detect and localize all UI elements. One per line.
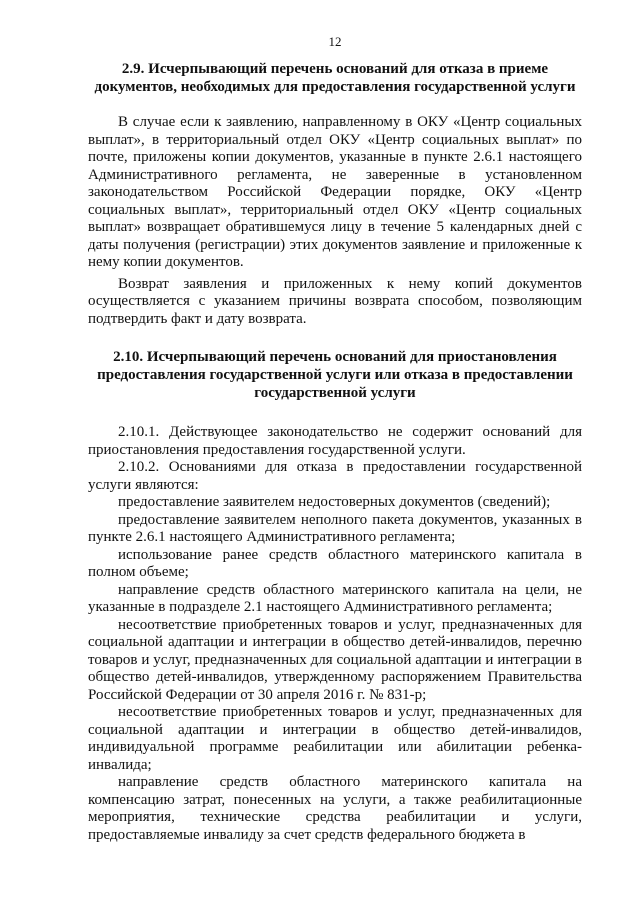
refusal-ground-item: несоответствие приобретенных товаров и услуг, предназначенных для социальной адаптации и интеграции в общество детей-инвалидов, индивидуальной программе реабилитации или абилитации ребенка-инвалида;: [88, 704, 582, 773]
section-2-10-paragraph: 2.10.2. Основаниями для отказа в предоставлении государственной услуги являются:: [88, 459, 582, 493]
section-2-10-heading: 2.10. Исчерпывающий перечень оснований для приостановления предоставления государственной услуги или отказа в предоставлении государственной услуги: [97, 349, 573, 401]
section-2-10-paragraph: 2.10.1. Действующее законодательство не содержит оснований для приостановления предоставления государственной услуги.: [88, 424, 582, 458]
refusal-ground-item: несоответствие приобретенных товаров и услуг, предназначенных для социальной адаптации и интеграции в общество детей-инвалидов, перечню товаров и услуг, предназначенных для социальной адаптации и интеграции в общество детей-инвалидов, утвержденному распоряжением Правительства Российской Федерации от 30 апреля 2016 г. № 831-р;: [88, 616, 582, 703]
refusal-ground-item: предоставление заявителем неполного пакета документов, указанных в пункте 2.6.1 настоящего Административного регламента;: [88, 511, 582, 545]
page-number: 12: [328, 34, 342, 49]
refusal-ground-item: направление средств областного материнского капитала на цели, не указанные в подразделе 2.1 настоящего Административного регламента;: [88, 581, 582, 615]
section-2-9-heading: 2.9. Исчерпывающий перечень оснований для отказа в приеме документов, необходимых для предоставления государственной услуги: [94, 61, 576, 95]
section-2-9-paragraph: Возврат заявления и приложенных к нему копий документов осуществляется с указанием причины возврата способом, позволяющим подтвердить факт и дату возврата.: [88, 275, 582, 327]
section-2-9-paragraph: В случае если к заявлению, направленному в ОКУ «Центр социальных выплат», в территориальный отдел ОКУ «Центр социальных выплат» по почте, приложены копии документов, указанные в пункте 2.6.1 настоящего Административного регламента, не заверенные в установленном законодательством Российской Федерации порядке, ОКУ «Центр социальных выплат», территориальный отдел ОКУ «Центр социальных выплат» возвращает обратившемуся лицу в течение 5 календарных дней с даты получения (регистрации) этих документов заявление и приложенные к нему копии документов.: [88, 114, 582, 270]
refusal-ground-item: предоставление заявителем недостоверных документов (сведений);: [118, 494, 551, 510]
refusal-ground-item: использование ранее средств областного материнского капитала в полном объеме;: [88, 546, 582, 580]
refusal-ground-item: направление средств областного материнского капитала на компенсацию затрат, понесенных на услуги, а также реабилитационные мероприятия, технические средства реабилитации и услуги, предоставляемые инвалиду за счет средств федерального бюджета в: [88, 774, 582, 843]
